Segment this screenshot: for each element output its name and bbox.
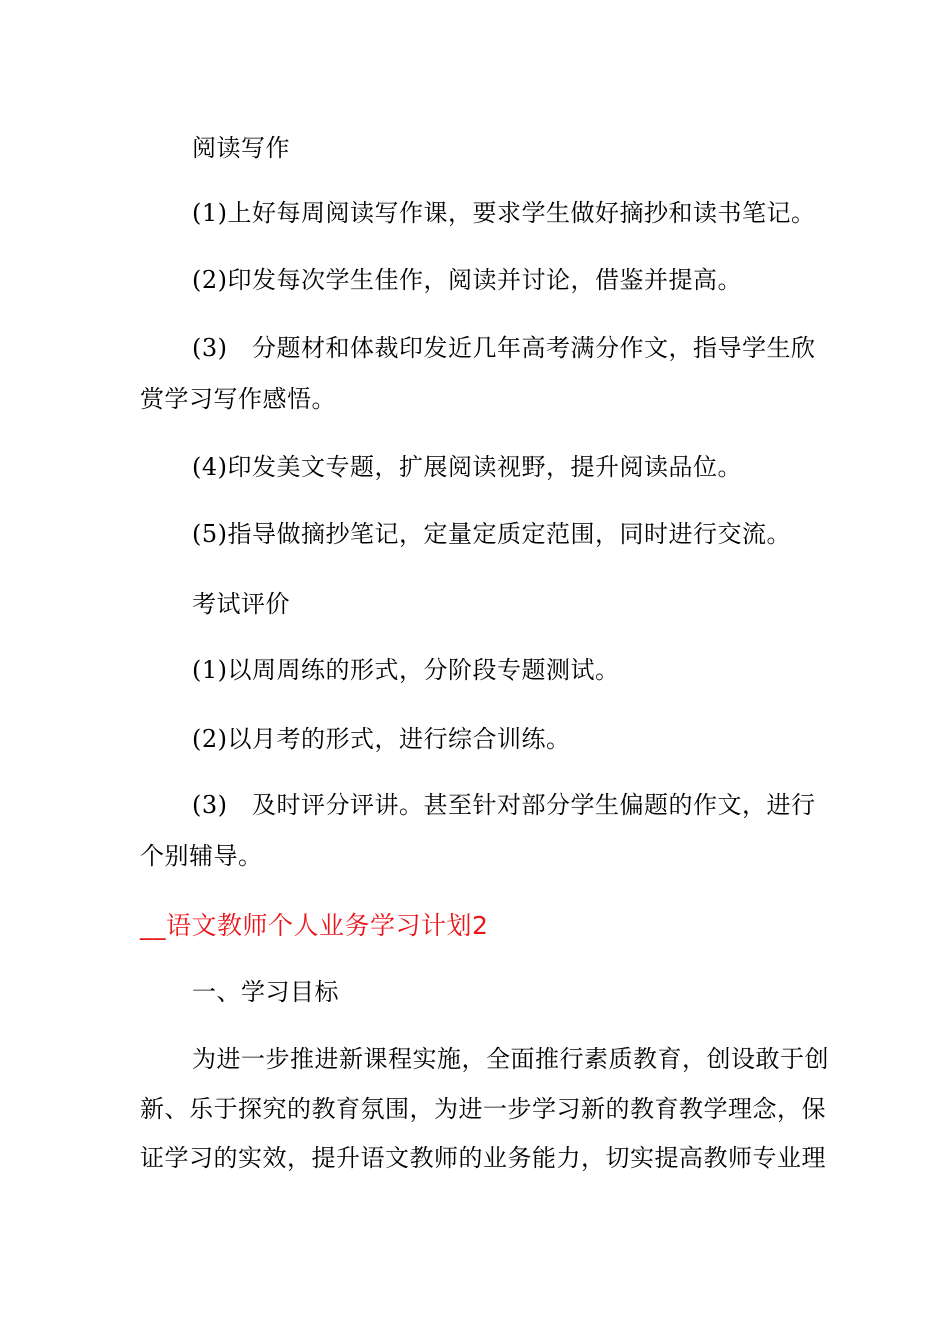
list-item: (2)印发每次学生佳作，阅读并讨论，借鉴并提高。 (192, 266, 742, 294)
paragraph-line: 新、乐于探究的教育氛围，为进一步学习新的教育教学理念，保 (140, 1095, 826, 1123)
paragraph-line: 为进一步推进新课程实施，全面推行素质教育，创设敢于创 (192, 1045, 829, 1073)
list-item: (3) 及时评分评讲。甚至针对部分学生偏题的作文，进行 (192, 791, 816, 819)
list-item: (4)印发美文专题，扩展阅读视野，提升阅读品位。 (192, 453, 742, 481)
list-item-continuation: 赏学习写作感悟。 (140, 385, 336, 413)
section-title: 一、学习目标 (192, 978, 339, 1006)
list-item: (2)以月考的形式，进行综合训练。 (192, 725, 571, 753)
list-item: (1)上好每周阅读写作课，要求学生做好摘抄和读书笔记。 (192, 199, 816, 227)
list-item: (1)以周周练的形式，分阶段专题测试。 (192, 656, 620, 684)
subheading-exam-evaluation: 考试评价 (192, 590, 290, 618)
paragraph-line: 证学习的实效，提升语文教师的业务能力，切实提高教师专业理 (140, 1144, 826, 1172)
section-heading: __语文教师个人业务学习计划2 (140, 911, 489, 940)
list-item: (3) 分题材和体裁印发近几年高考满分作文，指导学生欣 (192, 334, 816, 362)
list-item: (5)指导做摘抄笔记，定量定质定范围，同时进行交流。 (192, 520, 791, 548)
subheading-reading-writing: 阅读写作 (192, 134, 290, 162)
list-item-continuation: 个别辅导。 (140, 842, 263, 870)
